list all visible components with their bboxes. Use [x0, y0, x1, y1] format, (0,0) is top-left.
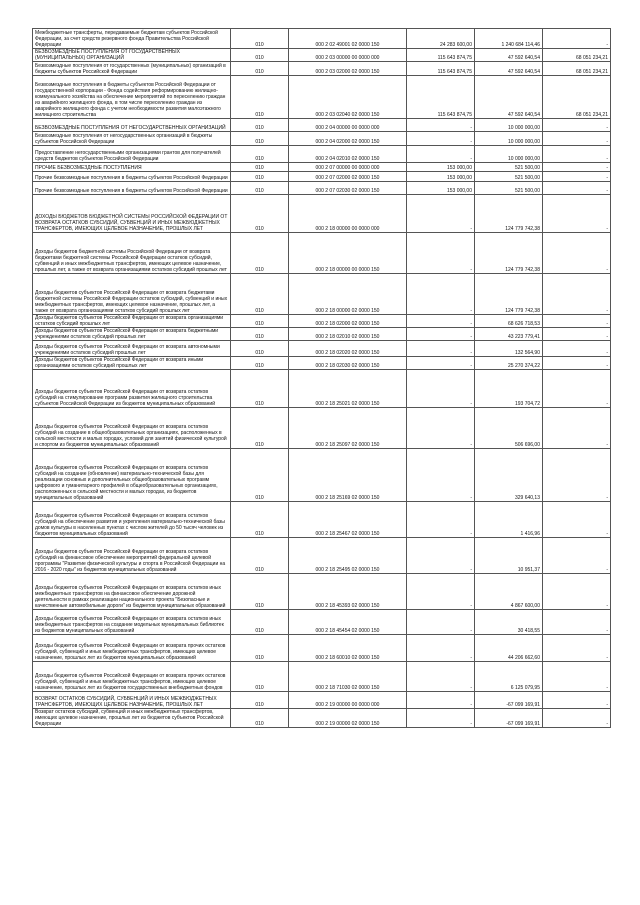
- cell-remaining: -: [543, 29, 611, 49]
- cell-executed: 1 416,96: [475, 502, 543, 538]
- table-row: [33, 233, 611, 274]
- cell-name: Безвозмездные поступления в бюджеты субъектов Российской Федерации от государственной корпорации - Фонда содействия реформированию жилищно-коммунального хозяйства на обеспечение мероприятий по переселению граждан из аварийного жилищного фонда, в том числе переселению граждан из аварийного жилищного фонда с учетом необходимости развития малоэтажного жилищного строительства: [33, 76, 231, 119]
- table-row: [33, 172, 611, 182]
- table-row: [33, 357, 611, 370]
- cell-remaining: -: [543, 195, 611, 233]
- cell-executed: 30 418,55: [475, 610, 543, 635]
- cell-code: 010: [231, 408, 289, 449]
- cell-remaining: -: [543, 692, 611, 709]
- cell-kbk: 000 2 18 00000 02 0000 150: [289, 274, 407, 315]
- cell-remaining: -: [543, 449, 611, 502]
- cell-name: Доходы бюджетов субъектов Российской Федерации от возврата прочих остатков субсидий, субвенций и иных межбюджетных трансфертов, имеющих целевое назначение, прошлых лет из бюджетов государственных внебюджетных фондов: [33, 662, 231, 692]
- cell-planned: -: [407, 233, 475, 274]
- table-row: [33, 408, 611, 449]
- cell-remaining: 68 051 234,21: [543, 62, 611, 76]
- cell-executed: 1 240 684 114,46: [475, 29, 543, 49]
- cell-name: ДОХОДЫ БЮДЖЕТОВ БЮДЖЕТНОЙ СИСТЕМЫ РОССИЙСКОЙ ФЕДЕРАЦИИ ОТ ВОЗВРАТА ОСТАТКОВ СУБСИДИЙ, СУБВЕНЦИЙ И ИНЫХ МЕЖБЮДЖЕТНЫХ ТРАНСФЕРТОВ, ИМЕЮЩИХ ЦЕЛЕВОЕ НАЗНАЧЕНИЕ, ПРОШЛЫХ ЛЕТ: [33, 195, 231, 233]
- table-row: [33, 49, 611, 62]
- cell-code: 010: [231, 62, 289, 76]
- cell-planned: 115 643 874,75: [407, 62, 475, 76]
- cell-code: 010: [231, 172, 289, 182]
- cell-code: 010: [231, 709, 289, 728]
- cell-kbk: 000 2 18 02020 02 0000 150: [289, 341, 407, 357]
- cell-name: Прочие безвозмездные поступления в бюджеты субъектов Российской Федерации: [33, 172, 231, 182]
- cell-executed: 132 564,90: [475, 341, 543, 357]
- cell-kbk: 000 2 18 25495 02 0000 150: [289, 538, 407, 574]
- cell-code: 010: [231, 502, 289, 538]
- table-row: [33, 163, 611, 172]
- cell-executed: 4 867 600,00: [475, 574, 543, 610]
- cell-name: Доходы бюджетов субъектов Российской Федерации от возврата прочих остатков субсидий, субвенций и иных межбюджетных трансфертов, имеющих целевое назначение, прошлых лет из бюджетов муниципальных образований: [33, 635, 231, 662]
- cell-name: ВОЗВРАТ ОСТАТКОВ СУБСИДИЙ, СУБВЕНЦИЙ И ИНЫХ МЕЖБЮДЖЕТНЫХ ТРАНСФЕРТОВ, ИМЕЮЩИХ ЦЕЛЕВОЕ НАЗНАЧЕНИЕ, ПРОШЛЫХ ЛЕТ: [33, 692, 231, 709]
- cell-code: 010: [231, 132, 289, 146]
- cell-code: 010: [231, 182, 289, 195]
- cell-planned: 24 283 600,00: [407, 29, 475, 49]
- table-row: [33, 449, 611, 502]
- cell-planned: -: [407, 370, 475, 408]
- cell-executed: 10 000 000,00: [475, 119, 543, 132]
- cell-name: Доходы бюджетов субъектов Российской Федерации от возврата остатков субсидий на создание (обновление) материально-технической базы для реализации основных и дополнительных общеобразовательных программ цифрового и гуманитарного профилей в общеобразовательных организациях, расположенных в сельской местности и малых городах, из бюджетов муниципальных образований: [33, 449, 231, 502]
- cell-kbk: 000 2 18 45393 02 0000 150: [289, 574, 407, 610]
- cell-planned: -: [407, 709, 475, 728]
- table-row: [33, 146, 611, 163]
- cell-kbk: 000 2 18 25097 02 0000 150: [289, 408, 407, 449]
- cell-kbk: 000 2 18 45454 02 0000 150: [289, 610, 407, 635]
- cell-kbk: 000 2 04 00000 00 0000 000: [289, 119, 407, 132]
- cell-code: 010: [231, 610, 289, 635]
- cell-remaining: -: [543, 610, 611, 635]
- cell-code: 010: [231, 163, 289, 172]
- cell-code: 010: [231, 233, 289, 274]
- table-row: [33, 341, 611, 357]
- cell-kbk: 000 2 18 02010 02 0000 150: [289, 328, 407, 341]
- cell-name: Доходы бюджетов субъектов Российской Федерации от возврата иными организациями остатков субсидий прошлых лет: [33, 357, 231, 370]
- cell-kbk: 000 2 19 00000 00 0000 000: [289, 692, 407, 709]
- cell-planned: -: [407, 341, 475, 357]
- cell-kbk: 000 2 18 25467 02 0000 150: [289, 502, 407, 538]
- cell-kbk: 000 2 18 00000 00 0000 150: [289, 233, 407, 274]
- table-row: [33, 119, 611, 132]
- cell-remaining: -: [543, 328, 611, 341]
- cell-remaining: -: [543, 341, 611, 357]
- cell-executed: 47 592 640,54: [475, 62, 543, 76]
- table-row: [33, 692, 611, 709]
- cell-planned: -: [407, 328, 475, 341]
- cell-remaining: -: [543, 233, 611, 274]
- table-row: [33, 538, 611, 574]
- cell-code: 010: [231, 370, 289, 408]
- cell-name: Безвозмездные поступления от государственных (муниципальных) организаций в бюджеты субъектов Российской Федерации: [33, 62, 231, 76]
- cell-name: ПРОЧИЕ БЕЗВОЗМЕЗДНЫЕ ПОСТУПЛЕНИЯ: [33, 163, 231, 172]
- cell-planned: -: [407, 635, 475, 662]
- cell-name: Межбюджетные трансферты, передаваемые бюджетам субъектов Российской Федерации, за счет средств резервного фонда Правительства Российской Федерации: [33, 29, 231, 49]
- cell-name: Доходы бюджетов субъектов Российской Федерации от возврата остатков иных межбюджетных трансфертов на финансовое обеспечение дорожной деятельности в рамках реализации национального проекта "Безопасные и качественные автомобильные дороги" из бюджетов муниципальных образований: [33, 574, 231, 610]
- cell-kbk: 000 2 18 02000 02 0000 150: [289, 315, 407, 328]
- cell-code: 010: [231, 49, 289, 62]
- cell-planned: -: [407, 538, 475, 574]
- cell-remaining: -: [543, 315, 611, 328]
- cell-remaining: -: [543, 132, 611, 146]
- table-row: [33, 709, 611, 728]
- cell-code: 010: [231, 29, 289, 49]
- table-row: [33, 662, 611, 692]
- cell-code: 010: [231, 574, 289, 610]
- table-row: [33, 574, 611, 610]
- cell-remaining: -: [543, 357, 611, 370]
- cell-kbk: 000 2 18 02030 02 0000 150: [289, 357, 407, 370]
- cell-executed: -67 099 169,91: [475, 692, 543, 709]
- cell-executed: 68 626 718,53: [475, 315, 543, 328]
- table-row: [33, 502, 611, 538]
- cell-kbk: 000 2 07 02030 02 0000 150: [289, 182, 407, 195]
- table-row: [33, 274, 611, 315]
- cell-name: Доходы бюджетов бюджетной системы Российской Федерации от возврата бюджетами бюджетной системы Российской Федерации остатков субсидий, субвенций и иных межбюджетных трансфертов, имеющих целевое назначение, прошлых лет, а также от возврата организациями остатков субсидий прошлых лет: [33, 233, 231, 274]
- cell-name: БЕЗВОЗМЕЗДНЫЕ ПОСТУПЛЕНИЯ ОТ НЕГОСУДАРСТВЕННЫХ ОРГАНИЗАЦИЙ: [33, 119, 231, 132]
- cell-code: 010: [231, 449, 289, 502]
- cell-code: 010: [231, 341, 289, 357]
- cell-name: Доходы бюджетов субъектов Российской Федерации от возврата остатков субсидий на создание в общеобразовательных организациях, расположенных в сельской местности и малых городах, условий для занятий физической культурой и спортом из бюджетов муниципальных образований: [33, 408, 231, 449]
- cell-planned: -: [407, 315, 475, 328]
- cell-name: Доходы бюджетов субъектов Российской Федерации от возврата остатков иных межбюджетных трансфертов на создание модельных муниципальных библиотек из бюджетов муниципальных образований: [33, 610, 231, 635]
- cell-kbk: 000 2 03 00000 00 0000 000: [289, 49, 407, 62]
- cell-kbk: 000 2 18 60010 02 0000 150: [289, 635, 407, 662]
- cell-name: Прочие безвозмездные поступления в бюджеты субъектов Российской Федерации: [33, 182, 231, 195]
- cell-executed: 44 206 662,60: [475, 635, 543, 662]
- cell-remaining: -: [543, 635, 611, 662]
- cell-remaining: -: [543, 709, 611, 728]
- cell-name: Доходы бюджетов субъектов Российской Федерации от возврата остатков субсидий на финансовое обеспечение мероприятий федеральной целевой программы "Развитие физической культуры и спорта в Российской Федерации на 2016 - 2020 годы" из бюджетов муниципальных образований: [33, 538, 231, 574]
- cell-executed: 193 704,72: [475, 370, 543, 408]
- cell-executed: 43 223 779,41: [475, 328, 543, 341]
- cell-executed: 47 592 640,54: [475, 76, 543, 119]
- cell-planned: 115 643 874,75: [407, 49, 475, 62]
- cell-remaining: -: [543, 370, 611, 408]
- table-row: [33, 370, 611, 408]
- table-body: [33, 29, 611, 728]
- cell-code: 010: [231, 195, 289, 233]
- table-row: [33, 29, 611, 49]
- cell-name: Доходы бюджетов субъектов Российской Федерации от возврата остатков субсидий на обеспечение развития и укрепления материально-технической базы домов культуры в населенных пунктах с числом жителей до 50 тысяч человек из бюджетов муниципальных образований: [33, 502, 231, 538]
- cell-code: 010: [231, 635, 289, 662]
- cell-planned: 115 643 874,75: [407, 76, 475, 119]
- cell-code: 010: [231, 274, 289, 315]
- cell-planned: -: [407, 692, 475, 709]
- table-row: [33, 328, 611, 341]
- cell-code: 010: [231, 328, 289, 341]
- table-row: [33, 315, 611, 328]
- cell-remaining: -: [543, 408, 611, 449]
- cell-executed: 10 951,37: [475, 538, 543, 574]
- cell-planned: -: [407, 119, 475, 132]
- cell-kbk: 000 2 18 00000 00 0000 000: [289, 195, 407, 233]
- cell-remaining: -: [543, 182, 611, 195]
- cell-kbk: 000 2 19 00000 02 0000 150: [289, 709, 407, 728]
- cell-executed: 10 000 000,00: [475, 146, 543, 163]
- cell-code: 010: [231, 146, 289, 163]
- cell-remaining: -: [543, 119, 611, 132]
- cell-planned: -: [407, 502, 475, 538]
- cell-name: Предоставление негосударственными организациями грантов для получателей средств бюджетов субъектов Российской Федерации: [33, 146, 231, 163]
- table-row: [33, 610, 611, 635]
- cell-remaining: -: [543, 172, 611, 182]
- cell-planned: -: [407, 408, 475, 449]
- cell-planned: 153 000,00: [407, 172, 475, 182]
- cell-remaining: 68 051 234,21: [543, 49, 611, 62]
- table-row: [33, 132, 611, 146]
- cell-name: Доходы бюджетов субъектов Российской Федерации от возврата автономными учреждениями остатков субсидий прошлых лет: [33, 341, 231, 357]
- cell-remaining: -: [543, 502, 611, 538]
- cell-kbk: 000 2 04 02010 02 0000 150: [289, 146, 407, 163]
- cell-planned: -: [407, 357, 475, 370]
- cell-executed: 124 779 742,38: [475, 195, 543, 233]
- cell-executed: 521 500,00: [475, 182, 543, 195]
- table-row: [33, 635, 611, 662]
- cell-name: БЕЗВОЗМЕЗДНЫЕ ПОСТУПЛЕНИЯ ОТ ГОСУДАРСТВЕННЫХ (МУНИЦИПАЛЬНЫХ) ОРГАНИЗАЦИЙ: [33, 49, 231, 62]
- cell-remaining: -: [543, 574, 611, 610]
- cell-name: Доходы бюджетов субъектов Российской Федерации от возврата остатков субсидий на стимулирование программ развития жилищного строительства субъектов Российской Федерации из бюджетов муниципальных образований: [33, 370, 231, 408]
- cell-planned: 153 000,00: [407, 163, 475, 172]
- cell-planned: -: [407, 132, 475, 146]
- cell-code: 010: [231, 357, 289, 370]
- cell-name: Доходы бюджетов субъектов Российской Федерации от возврата бюджетными учреждениями остатков субсидий прошлых лет: [33, 328, 231, 341]
- cell-kbk: 000 2 18 71030 02 0000 150: [289, 662, 407, 692]
- cell-kbk: 000 2 03 02040 02 0000 150: [289, 76, 407, 119]
- cell-code: 010: [231, 315, 289, 328]
- cell-executed: 124 779 742,38: [475, 233, 543, 274]
- cell-executed: 25 270 374,22: [475, 357, 543, 370]
- cell-remaining: -: [543, 662, 611, 692]
- cell-kbk: 000 2 18 25021 02 0000 150: [289, 370, 407, 408]
- cell-code: 010: [231, 119, 289, 132]
- table-row: [33, 195, 611, 233]
- table-row: [33, 182, 611, 195]
- cell-kbk: 000 2 04 02000 02 0000 150: [289, 132, 407, 146]
- cell-remaining: 68 051 234,21: [543, 76, 611, 119]
- cell-remaining: -: [543, 163, 611, 172]
- cell-executed: -67 099 169,91: [475, 709, 543, 728]
- cell-remaining: -: [543, 538, 611, 574]
- table-row: [33, 62, 611, 76]
- cell-kbk: 000 2 18 25169 02 0000 150: [289, 449, 407, 502]
- cell-executed: 329 640,13: [475, 449, 543, 502]
- cell-planned: -: [407, 449, 475, 502]
- cell-name: Доходы бюджетов субъектов Российской Федерации от возврата бюджетами бюджетной системы Российской Федерации остатков субсидий, субвенций и иных межбюджетных трансфертов, имеющих целевое назначение, прошлых лет, а также от возврата организациями остатков субсидий прошлых лет: [33, 274, 231, 315]
- cell-remaining: -: [543, 146, 611, 163]
- cell-planned: 153 000,00: [407, 182, 475, 195]
- cell-code: 010: [231, 76, 289, 119]
- cell-planned: -: [407, 610, 475, 635]
- cell-executed: 10 000 000,00: [475, 132, 543, 146]
- cell-kbk: 000 2 03 02000 02 0000 150: [289, 62, 407, 76]
- cell-name: Возврат остатков субсидий, субвенций и иных межбюджетных трансфертов, имеющих целевое назначение, прошлых лет из бюджетов субъектов Российской Федерации: [33, 709, 231, 728]
- cell-code: 010: [231, 538, 289, 574]
- cell-planned: -: [407, 574, 475, 610]
- report-sheet: [32, 28, 610, 728]
- cell-executed: 6 125 079,95: [475, 662, 543, 692]
- cell-executed: 506 696,00: [475, 408, 543, 449]
- cell-kbk: 000 2 07 00000 00 0000 000: [289, 163, 407, 172]
- cell-executed: 124 779 742,38: [475, 274, 543, 315]
- cell-code: 010: [231, 692, 289, 709]
- revenue-table: [32, 28, 611, 728]
- cell-planned: -: [407, 662, 475, 692]
- cell-remaining: -: [543, 274, 611, 315]
- cell-name: Доходы бюджетов субъектов Российской Федерации от возврата организациями остатков субсидий прошлых лет: [33, 315, 231, 328]
- cell-kbk: 000 2 02 49001 02 0000 150: [289, 29, 407, 49]
- cell-executed: 521 500,00: [475, 163, 543, 172]
- cell-planned: -: [407, 195, 475, 233]
- cell-planned: -: [407, 146, 475, 163]
- cell-executed: 521 500,00: [475, 172, 543, 182]
- cell-name: Безвозмездные поступления от негосударственных организаций в бюджеты субъектов Российской Федерации: [33, 132, 231, 146]
- cell-executed: 47 592 640,54: [475, 49, 543, 62]
- cell-kbk: 000 2 07 02000 02 0000 150: [289, 172, 407, 182]
- table-row: [33, 76, 611, 119]
- cell-code: 010: [231, 662, 289, 692]
- cell-planned: -: [407, 274, 475, 315]
